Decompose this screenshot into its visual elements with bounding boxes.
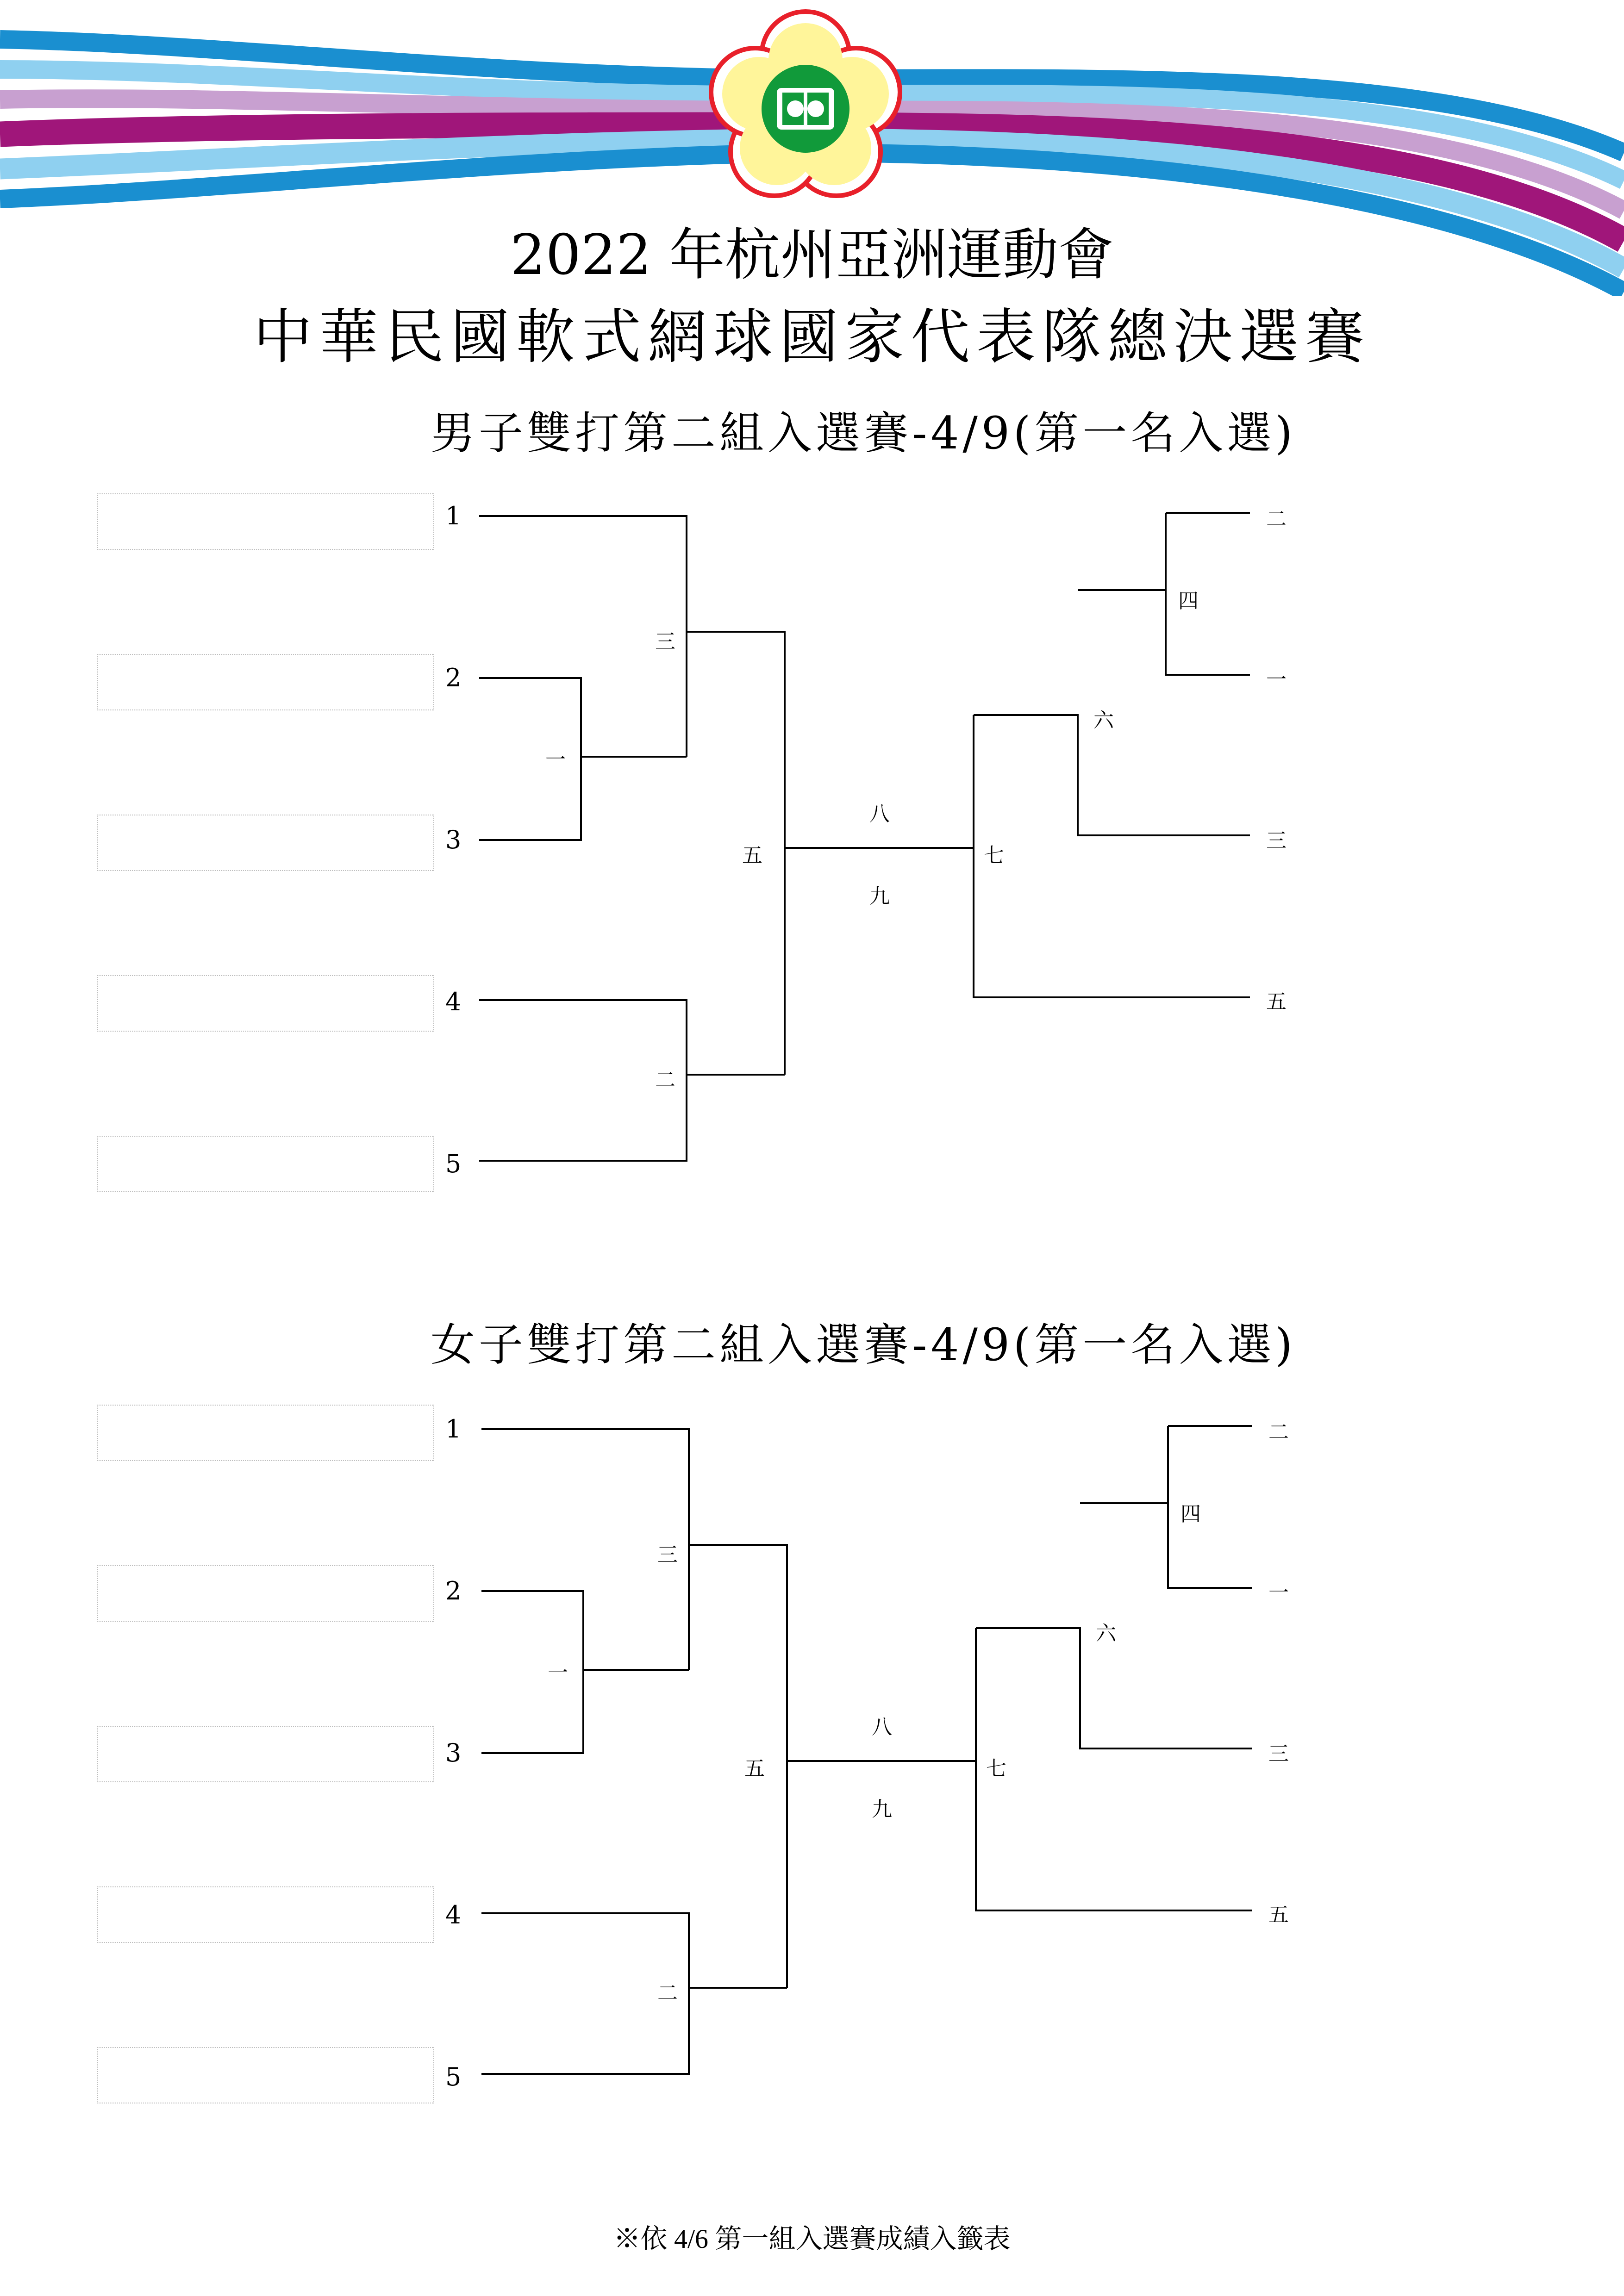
slot-label: 二 xyxy=(1266,507,1287,531)
slot-label: 一 xyxy=(1268,1581,1289,1605)
match-label: 二 xyxy=(657,1981,678,2005)
match-label: 七 xyxy=(984,844,1004,867)
seed-number: 5 xyxy=(445,1149,462,1178)
seed-number: 4 xyxy=(445,1900,462,1929)
slot-label: 三 xyxy=(1268,1742,1289,1766)
slot-label: 五 xyxy=(1268,1903,1289,1927)
match-label: 七 xyxy=(986,1757,1006,1780)
final-label: 八 xyxy=(869,802,890,826)
final-label: 九 xyxy=(872,1798,892,1821)
match-label: 四 xyxy=(1178,589,1199,613)
final-label: 九 xyxy=(869,884,890,908)
seed-number: 1 xyxy=(445,1414,462,1444)
seed-number: 2 xyxy=(445,663,462,692)
section-subtitle: 男子雙打第二組入選賽-4/9(第一名入選) xyxy=(431,407,1296,459)
match-label: 三 xyxy=(657,1543,678,1567)
seed-number: 5 xyxy=(445,2062,462,2091)
slot-label: 五 xyxy=(1266,990,1287,1014)
bracket-line xyxy=(976,1628,1252,1910)
section-subtitle: 女子雙打第二組入選賽-4/9(第一名入選) xyxy=(431,1319,1296,1371)
match-label: 一 xyxy=(545,748,566,772)
slot-label: 三 xyxy=(1266,829,1287,852)
bracket-line xyxy=(481,1591,583,1753)
match-label: 六 xyxy=(1093,709,1114,732)
slot-label: 二 xyxy=(1268,1420,1289,1444)
match-label: 一 xyxy=(548,1661,568,1685)
match-label: 四 xyxy=(1181,1502,1201,1526)
seed-number: 1 xyxy=(445,501,462,530)
seed-number: 4 xyxy=(445,987,462,1016)
seed-number: 3 xyxy=(445,1738,462,1767)
bracket-line xyxy=(689,1545,787,1988)
page-title-line2: 中華民國軟式網球國家代表隊總決選賽 xyxy=(253,303,1371,372)
match-label: 五 xyxy=(744,1757,765,1780)
final-label: 八 xyxy=(872,1715,892,1739)
slot-label: 一 xyxy=(1266,668,1287,691)
match-label: 五 xyxy=(742,844,762,867)
match-label: 三 xyxy=(655,630,675,653)
match-label: 六 xyxy=(1096,1622,1116,1645)
footer-note: ※依 4/6 第一組入選賽成績入籤表 xyxy=(613,2224,1011,2254)
seed-number: 2 xyxy=(445,1576,462,1605)
bracket-line xyxy=(976,1628,1252,1748)
seed-number: 3 xyxy=(445,825,462,854)
match-label: 二 xyxy=(655,1068,675,1092)
page-title-line1: 2022 年杭州亞洲運動會 xyxy=(510,223,1114,287)
